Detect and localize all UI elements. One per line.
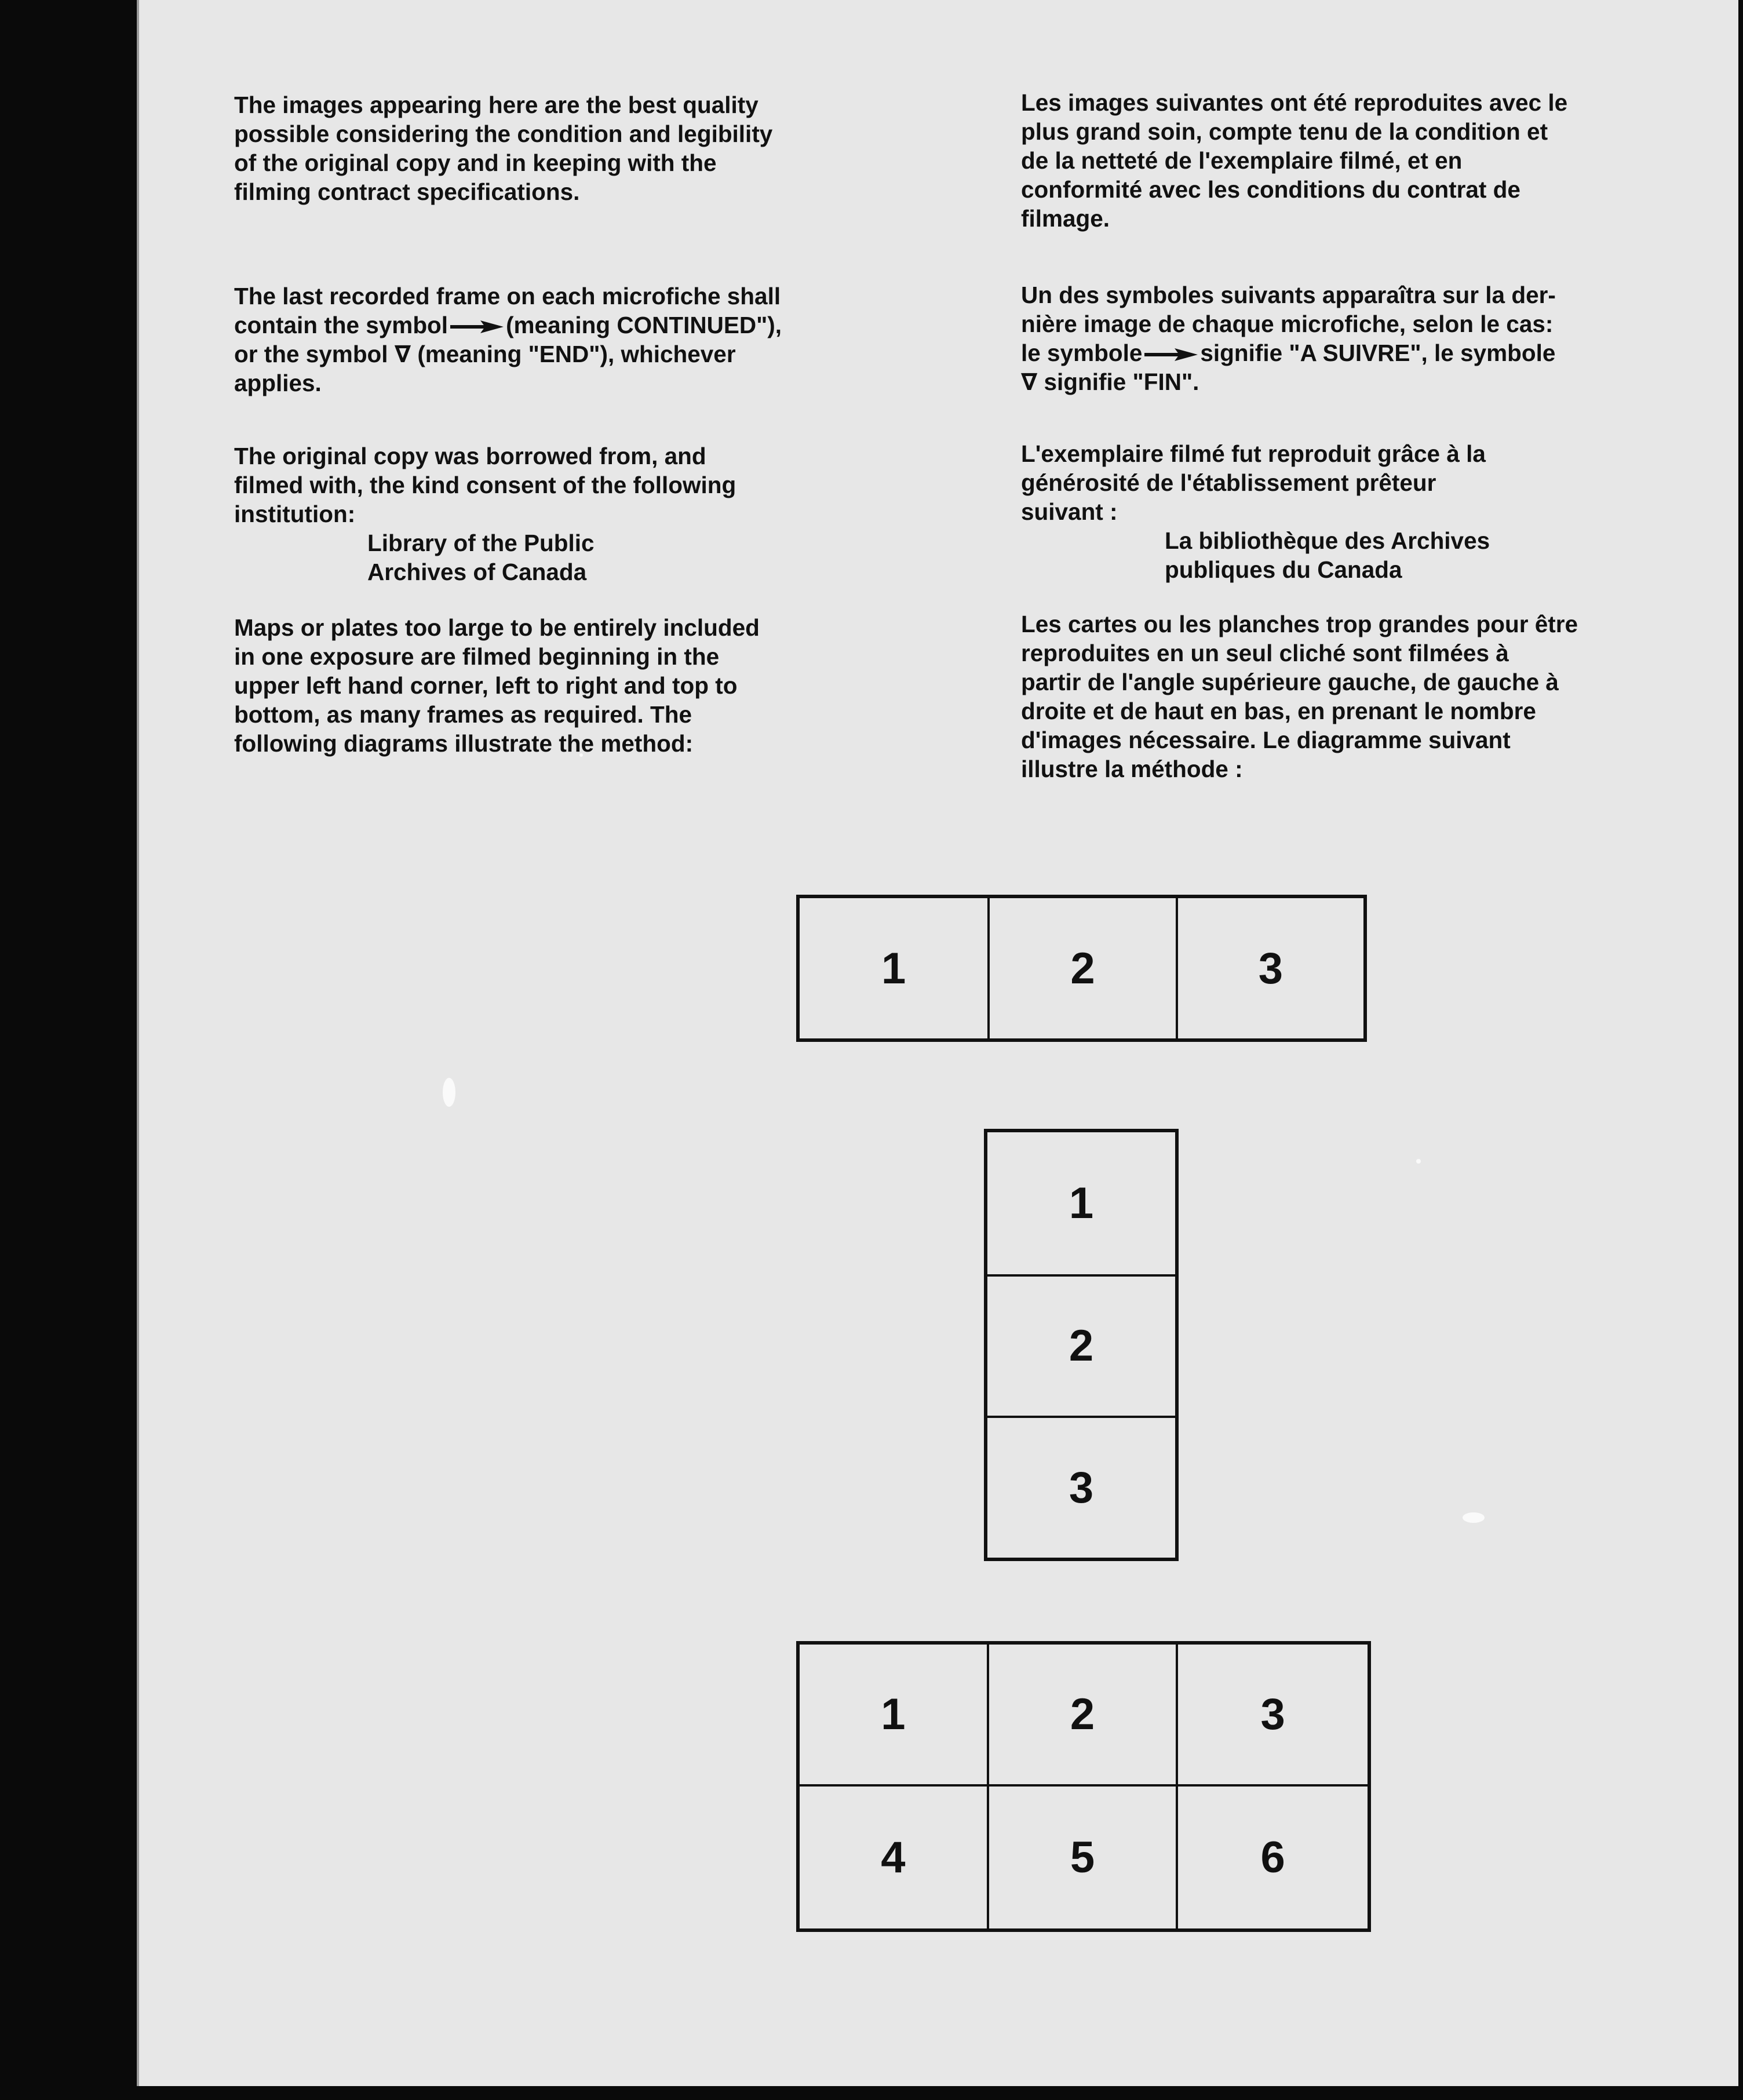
frame-cell: 3 bbox=[1176, 898, 1363, 1038]
text-line bbox=[234, 340, 782, 369]
institution-name: Library of the Public bbox=[367, 530, 595, 556]
text-line: conformité avec les conditions du contrat de bbox=[1021, 176, 1520, 203]
diagram-horizontal-strip bbox=[796, 895, 1367, 1042]
frame-cell: 2 bbox=[987, 1274, 1175, 1416]
institution-name: publiques du Canada bbox=[1165, 556, 1402, 583]
text-line bbox=[1021, 367, 1556, 396]
french-paragraph-quality bbox=[1021, 88, 1567, 233]
text-line: applies. bbox=[234, 370, 322, 396]
text-line: bottom, as many frames as required. The bbox=[234, 701, 692, 728]
frame-cell: 2 bbox=[987, 898, 1175, 1038]
text-line: filmage. bbox=[1021, 205, 1110, 232]
text-line: suivant : bbox=[1021, 498, 1118, 525]
dust-speck bbox=[1416, 1159, 1421, 1164]
text-line: partir de l'angle supérieure gauche, de gauche à bbox=[1021, 669, 1559, 695]
frame-cell: 6 bbox=[1260, 1833, 1285, 1882]
microfiche-target-page bbox=[137, 0, 1738, 2086]
frame-cell: 4 bbox=[800, 1787, 989, 1928]
text-line: in one exposure are filmed beginning in the bbox=[234, 643, 720, 670]
text-line: following diagrams illustrate the method: bbox=[234, 730, 694, 757]
text-span: signifie "A SUIVRE", le symbole bbox=[1200, 340, 1556, 366]
arrow-right-icon bbox=[1144, 347, 1198, 362]
diagram-vertical-strip bbox=[984, 1129, 1179, 1561]
text-line: de la netteté de l'exemplaire filmé, et en bbox=[1021, 147, 1463, 174]
text-span: or the symbol bbox=[234, 341, 388, 367]
text-span: (meaning CONTINUED"), bbox=[506, 312, 782, 338]
english-paragraph-institution bbox=[234, 442, 736, 586]
english-paragraph-quality bbox=[234, 90, 772, 206]
text-line: filmed with, the kind consent of the following bbox=[234, 472, 736, 498]
text-line: illustre la méthode : bbox=[1021, 756, 1243, 782]
text-span: (meaning "END"), whichever bbox=[417, 341, 736, 367]
frame-cell: 5 bbox=[989, 1787, 1179, 1928]
text-line: Les images suivantes ont été reproduites avec le bbox=[1021, 89, 1568, 116]
text-line: L'exemplaire filmé fut reproduit grâce à la bbox=[1021, 440, 1486, 467]
text-line: droite et de haut en bas, en prenant le nombre bbox=[1021, 698, 1536, 724]
frame-cell: 1 bbox=[800, 1645, 989, 1787]
dust-speck bbox=[443, 1078, 455, 1107]
text-span: contain the symbol bbox=[234, 312, 448, 338]
text-line bbox=[1021, 338, 1556, 367]
frame-cell: 3 bbox=[1178, 1645, 1368, 1787]
institution-name: La bibliothèque des Archives bbox=[1165, 527, 1490, 554]
text-line bbox=[234, 311, 782, 340]
text-line: générosité de l'établissement prêteur bbox=[1021, 469, 1436, 496]
text-line: Un des symboles suivants apparaîtra sur la der- bbox=[1021, 282, 1556, 308]
institution-name: Archives of Canada bbox=[367, 559, 587, 585]
french-paragraph-maps bbox=[1021, 610, 1578, 783]
french-paragraph-institution bbox=[1021, 439, 1490, 584]
diagram-grid-2x3 bbox=[796, 1641, 1371, 1932]
text-span: signifie "FIN". bbox=[1044, 369, 1199, 395]
frame-cell: 2 bbox=[989, 1645, 1179, 1787]
text-line: upper left hand corner, left to right and top to bbox=[234, 672, 738, 699]
english-paragraph-symbols bbox=[234, 282, 782, 398]
text-line: nière image de chaque microfiche, selon le cas: bbox=[1021, 311, 1554, 337]
text-line: plus grand soin, compte tenu de la condition et bbox=[1021, 118, 1548, 145]
text-line: d'images nécessaire. Le diagramme suivant bbox=[1021, 727, 1511, 753]
english-column bbox=[234, 0, 895, 811]
end-triangle-icon: ∇ bbox=[1021, 369, 1038, 395]
frame-cell: 1 bbox=[1069, 1178, 1094, 1228]
text-line: institution: bbox=[234, 501, 356, 527]
text-line: reproduites en un seul cliché sont filmées à bbox=[1021, 640, 1509, 666]
french-paragraph-symbols bbox=[1021, 280, 1556, 396]
french-column bbox=[1021, 0, 1716, 811]
dust-speck bbox=[1463, 1512, 1485, 1523]
text-line: of the original copy and in keeping with the bbox=[234, 150, 717, 176]
text-line: The last recorded frame on each microfiche shall bbox=[234, 283, 781, 309]
end-triangle-icon: ∇ bbox=[394, 341, 411, 367]
text-line: The images appearing here are the best quality bbox=[234, 92, 759, 118]
frame-cell: 1 bbox=[881, 943, 906, 993]
text-line: possible considering the condition and legibility bbox=[234, 121, 773, 147]
text-line: Maps or plates too large to be entirely included bbox=[234, 614, 760, 641]
english-paragraph-maps bbox=[234, 613, 760, 758]
text-line: The original copy was borrowed from, and bbox=[234, 443, 706, 469]
text-line: filming contract specifications. bbox=[234, 178, 580, 205]
text-span: le symbole bbox=[1021, 340, 1143, 366]
arrow-right-icon bbox=[450, 319, 504, 334]
frame-cell: 3 bbox=[987, 1416, 1175, 1558]
text-line: Les cartes ou les planches trop grandes pour être bbox=[1021, 611, 1578, 637]
